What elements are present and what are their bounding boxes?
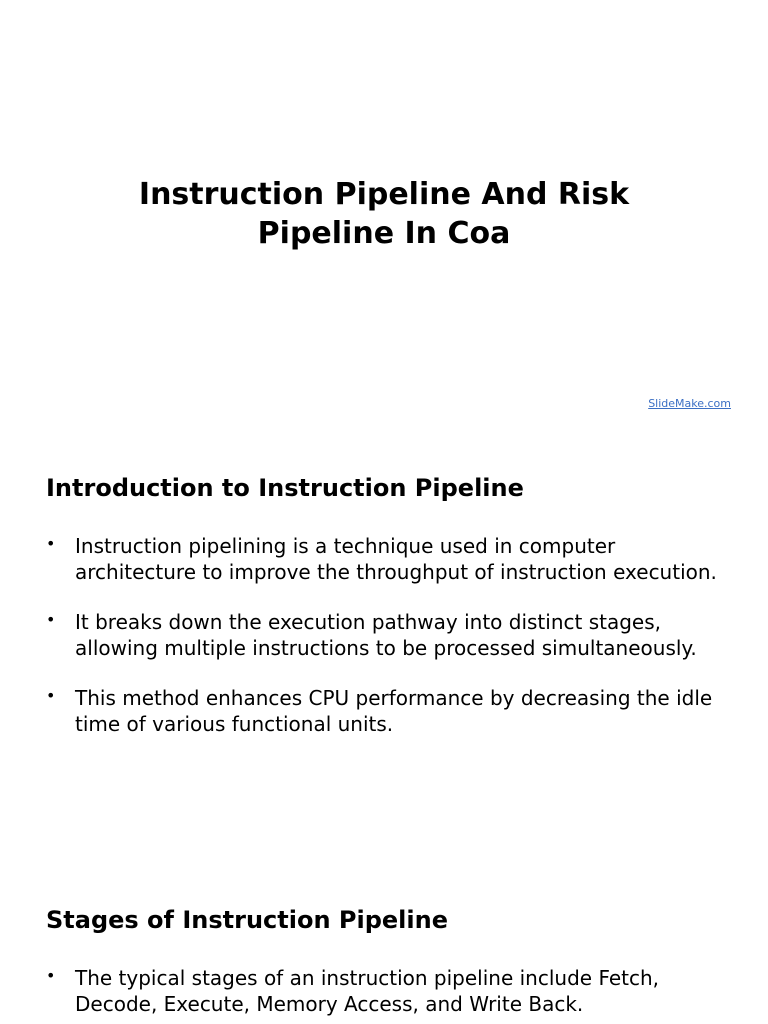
list-item — [46, 534, 726, 585]
bullet-icon: • — [46, 686, 56, 705]
bullet-list — [46, 534, 726, 737]
section-heading: Introduction to Instruction Pipeline — [46, 474, 524, 502]
list-item — [46, 610, 726, 661]
slidemake-link[interactable]: SlideMake.com — [648, 397, 731, 410]
list-item — [46, 966, 726, 1017]
bullet-icon: • — [46, 610, 56, 629]
section-heading: Stages of Instruction Pipeline — [46, 906, 448, 934]
bullet-text: It breaks down the execution pathway into distinct stages, allowing multiple instructions to be processed simultaneously. — [75, 610, 697, 660]
page-title: Instruction Pipeline And Risk Pipeline In Coa — [138, 177, 630, 251]
bullet-text: The typical stages of an instruction pipeline include Fetch, Decode, Execute, Memory Access, and Write Back. — [75, 966, 660, 1016]
bullet-text: This method enhances CPU performance by decreasing the idle time of various functional units. — [75, 686, 713, 736]
section-introduction — [46, 473, 726, 762]
bullet-text: Instruction pipelining is a technique used in computer architecture to improve the throughput of instruction execution. — [75, 534, 717, 584]
list-item — [46, 686, 726, 737]
bullet-icon: • — [46, 966, 56, 985]
section-stages — [46, 905, 726, 1024]
title-slide — [0, 0, 768, 430]
bullet-icon: • — [46, 534, 56, 553]
bullet-list — [46, 966, 726, 1017]
